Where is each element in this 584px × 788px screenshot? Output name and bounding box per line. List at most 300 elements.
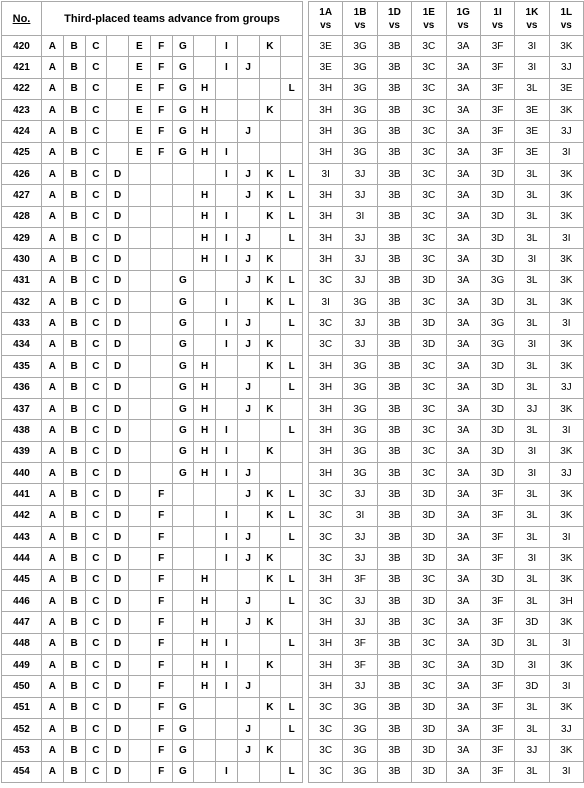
group-cell-h: H — [194, 462, 216, 483]
group-cell-i — [216, 612, 238, 633]
opponent-cell-1e: 3C — [412, 441, 446, 462]
group-cell-f — [150, 164, 172, 185]
group-cell-e — [129, 697, 151, 718]
group-cell-j — [237, 206, 259, 227]
group-cell-k — [259, 313, 281, 334]
match-header-winner: 1I — [493, 6, 502, 18]
opponent-cell-1l: 3K — [549, 292, 583, 313]
group-cell-b: B — [63, 548, 85, 569]
group-cell-j — [237, 505, 259, 526]
opponent-cell-1k: 3L — [515, 292, 549, 313]
opponent-cell-1a: 3C — [309, 505, 343, 526]
opponent-cell-1b: 3J — [343, 228, 377, 249]
table-row — [2, 334, 303, 355]
group-cell-b: B — [63, 654, 85, 675]
row-number: 438 — [2, 420, 42, 441]
group-cell-g — [172, 206, 194, 227]
group-cell-c: C — [85, 249, 107, 270]
opponent-cell-1d: 3B — [377, 462, 411, 483]
opponent-cell-1b: 3J — [343, 185, 377, 206]
opponent-cell-1k: 3L — [515, 228, 549, 249]
opponent-cell-1e: 3C — [412, 420, 446, 441]
group-cell-c: C — [85, 697, 107, 718]
group-cell-g: G — [172, 740, 194, 761]
group-cell-d: D — [107, 313, 129, 334]
opponent-cell-1e: 3D — [412, 526, 446, 547]
group-cell-d: D — [107, 484, 129, 505]
match-header-1b — [343, 2, 377, 36]
group-cell-k: K — [259, 206, 281, 227]
group-cell-e — [129, 590, 151, 611]
group-cell-h — [194, 719, 216, 740]
group-cell-d: D — [107, 334, 129, 355]
group-cell-f — [150, 398, 172, 419]
group-cell-f: F — [150, 142, 172, 163]
group-cell-f: F — [150, 740, 172, 761]
table-row — [2, 398, 303, 419]
group-cell-c: C — [85, 462, 107, 483]
group-cell-e — [129, 612, 151, 633]
row-number: 437 — [2, 398, 42, 419]
group-cell-g: G — [172, 441, 194, 462]
group-cell-j: J — [237, 548, 259, 569]
row-number: 432 — [2, 292, 42, 313]
group-cell-g — [172, 249, 194, 270]
group-cell-l: L — [281, 505, 303, 526]
opponent-cell-1e: 3C — [412, 569, 446, 590]
opponent-cell-1d: 3B — [377, 441, 411, 462]
group-cell-d: D — [107, 420, 129, 441]
opponent-cell-1e: 3D — [412, 697, 446, 718]
opponent-cell-1l: 3I — [549, 761, 583, 782]
opponent-cell-1a: 3H — [309, 569, 343, 590]
group-cell-e: E — [129, 78, 151, 99]
group-cell-i — [216, 697, 238, 718]
group-cell-g — [172, 484, 194, 505]
third-place-table-page — [1, 1, 583, 786]
group-cell-j: J — [237, 484, 259, 505]
opponent-cell-1g: 3A — [446, 697, 480, 718]
opponent-cell-1e: 3C — [412, 228, 446, 249]
opponent-cell-1a: 3H — [309, 100, 343, 121]
group-cell-d: D — [107, 356, 129, 377]
opponent-cell-1i: 3F — [480, 78, 514, 99]
group-cell-b: B — [63, 206, 85, 227]
table-row — [2, 569, 303, 590]
group-cell-d: D — [107, 548, 129, 569]
group-cell-g: G — [172, 462, 194, 483]
match-header-1k — [515, 2, 549, 36]
opponent-cell-1b: 3G — [343, 740, 377, 761]
group-cell-b: B — [63, 633, 85, 654]
opponent-cell-1k: 3L — [515, 484, 549, 505]
opponent-cell-1b: 3G — [343, 78, 377, 99]
group-cell-l — [281, 142, 303, 163]
opponent-cell-1d: 3B — [377, 398, 411, 419]
group-cell-c: C — [85, 441, 107, 462]
match-header-1e — [412, 2, 446, 36]
opponent-cell-1d: 3B — [377, 36, 411, 57]
opponent-cell-1e: 3D — [412, 548, 446, 569]
group-cell-k: K — [259, 185, 281, 206]
group-cell-l — [281, 462, 303, 483]
row-number: 433 — [2, 313, 42, 334]
table-row — [2, 206, 303, 227]
opponent-cell-1i: 3D — [480, 206, 514, 227]
opponent-cell-1a: 3C — [309, 697, 343, 718]
opponent-cell-1d: 3B — [377, 484, 411, 505]
group-cell-l: L — [281, 633, 303, 654]
group-cell-c: C — [85, 612, 107, 633]
group-cell-i — [216, 569, 238, 590]
group-cell-c: C — [85, 377, 107, 398]
opponent-cell-1d: 3B — [377, 548, 411, 569]
group-cell-k: K — [259, 441, 281, 462]
group-cell-f: F — [150, 121, 172, 142]
opponent-cell-1a: 3H — [309, 441, 343, 462]
match-header-1d — [377, 2, 411, 36]
table-row — [309, 590, 584, 611]
group-cell-k: K — [259, 484, 281, 505]
match-header-vs: vs — [423, 19, 435, 31]
group-cell-c: C — [85, 185, 107, 206]
opponent-cell-1l: 3K — [549, 206, 583, 227]
opponent-cell-1d: 3B — [377, 270, 411, 291]
group-cell-d: D — [107, 377, 129, 398]
opponent-cell-1a: 3H — [309, 206, 343, 227]
group-cell-c: C — [85, 569, 107, 590]
group-cell-k — [259, 761, 281, 782]
group-cell-e — [129, 398, 151, 419]
group-cell-l: L — [281, 484, 303, 505]
group-cell-a: A — [42, 185, 64, 206]
group-cell-b: B — [63, 761, 85, 782]
opponent-cell-1l: 3K — [549, 356, 583, 377]
group-cell-f: F — [150, 548, 172, 569]
group-cell-i: I — [216, 441, 238, 462]
group-cell-f: F — [150, 484, 172, 505]
table-row — [309, 697, 584, 718]
group-cell-l: L — [281, 78, 303, 99]
row-number: 427 — [2, 185, 42, 206]
group-cell-h — [194, 761, 216, 782]
group-cell-j — [237, 142, 259, 163]
group-cell-f — [150, 420, 172, 441]
group-cell-g — [172, 590, 194, 611]
opponent-cell-1b: 3J — [343, 270, 377, 291]
group-cell-f: F — [150, 633, 172, 654]
opponent-cell-1a: 3H — [309, 420, 343, 441]
opponent-cell-1g: 3A — [446, 590, 480, 611]
group-cell-g: G — [172, 420, 194, 441]
group-cell-a: A — [42, 313, 64, 334]
group-cell-i — [216, 356, 238, 377]
group-cell-f: F — [150, 676, 172, 697]
group-cell-f: F — [150, 526, 172, 547]
group-cell-d: D — [107, 676, 129, 697]
opponent-cell-1b: 3J — [343, 334, 377, 355]
table-row — [2, 590, 303, 611]
group-cell-k: K — [259, 548, 281, 569]
opponent-cell-1e: 3D — [412, 270, 446, 291]
table-row — [309, 292, 584, 313]
opponent-cell-1g: 3A — [446, 249, 480, 270]
group-cell-g — [172, 526, 194, 547]
group-cell-b: B — [63, 590, 85, 611]
table-row — [309, 740, 584, 761]
group-cell-h: H — [194, 441, 216, 462]
table-row — [309, 249, 584, 270]
table-row — [2, 164, 303, 185]
opponent-cell-1e: 3D — [412, 484, 446, 505]
group-cell-e — [129, 441, 151, 462]
group-cell-l — [281, 100, 303, 121]
group-cell-a: A — [42, 719, 64, 740]
opponent-cell-1e: 3D — [412, 719, 446, 740]
table-row — [309, 505, 584, 526]
group-cell-e — [129, 676, 151, 697]
group-cell-c: C — [85, 228, 107, 249]
group-cell-a: A — [42, 761, 64, 782]
group-cell-b: B — [63, 441, 85, 462]
match-header-1g — [446, 2, 480, 36]
group-cell-k: K — [259, 697, 281, 718]
opponent-cell-1k: 3L — [515, 761, 549, 782]
group-cell-a: A — [42, 398, 64, 419]
opponent-cell-1i: 3D — [480, 249, 514, 270]
group-cell-a: A — [42, 505, 64, 526]
group-cell-d: D — [107, 697, 129, 718]
opponent-cell-1e: 3C — [412, 249, 446, 270]
group-cell-i: I — [216, 142, 238, 163]
opponent-cell-1e: 3D — [412, 761, 446, 782]
opponent-cell-1i: 3D — [480, 420, 514, 441]
table-row — [2, 654, 303, 675]
group-cell-d: D — [107, 761, 129, 782]
opponent-cell-1d: 3B — [377, 292, 411, 313]
group-cell-g: G — [172, 697, 194, 718]
opponent-cell-1l: 3K — [549, 740, 583, 761]
opponent-cell-1a: 3E — [309, 36, 343, 57]
row-number: 454 — [2, 761, 42, 782]
group-cell-a: A — [42, 377, 64, 398]
group-cell-e — [129, 377, 151, 398]
table-row — [2, 78, 303, 99]
group-cell-h — [194, 164, 216, 185]
group-cell-c: C — [85, 36, 107, 57]
row-number: 422 — [2, 78, 42, 99]
opponent-cell-1d: 3B — [377, 185, 411, 206]
row-number: 436 — [2, 377, 42, 398]
group-cell-k — [259, 719, 281, 740]
opponent-cell-1b: 3G — [343, 719, 377, 740]
group-cell-d — [107, 57, 129, 78]
match-header-vs: vs — [492, 19, 504, 31]
table-row — [2, 697, 303, 718]
row-number: 441 — [2, 484, 42, 505]
group-cell-h: H — [194, 100, 216, 121]
group-cell-i: I — [216, 334, 238, 355]
row-number: 424 — [2, 121, 42, 142]
group-cell-e — [129, 270, 151, 291]
group-cell-k — [259, 78, 281, 99]
group-cell-j: J — [237, 270, 259, 291]
opponent-cell-1i: 3F — [480, 761, 514, 782]
group-cell-j: J — [237, 121, 259, 142]
opponent-cell-1d: 3B — [377, 313, 411, 334]
group-cell-g: G — [172, 292, 194, 313]
group-cell-j — [237, 697, 259, 718]
group-cell-d — [107, 121, 129, 142]
table-row — [2, 100, 303, 121]
match-header-winner: 1B — [353, 6, 367, 18]
match-header-winner: 1A — [319, 6, 333, 18]
group-cell-j: J — [237, 398, 259, 419]
opponent-cell-1g: 3A — [446, 100, 480, 121]
table-row — [309, 569, 584, 590]
opponent-cell-1g: 3A — [446, 334, 480, 355]
group-cell-j — [237, 36, 259, 57]
group-cell-j — [237, 292, 259, 313]
match-header-vs: vs — [526, 19, 538, 31]
opponent-cell-1a: 3C — [309, 761, 343, 782]
opponent-cell-1d: 3B — [377, 100, 411, 121]
group-cell-j: J — [237, 612, 259, 633]
group-cell-c: C — [85, 719, 107, 740]
group-cell-i: I — [216, 206, 238, 227]
opponent-cell-1e: 3C — [412, 164, 446, 185]
row-number: 435 — [2, 356, 42, 377]
group-cell-b: B — [63, 228, 85, 249]
group-cell-j: J — [237, 377, 259, 398]
row-number: 450 — [2, 676, 42, 697]
group-cell-l — [281, 441, 303, 462]
group-cell-b: B — [63, 356, 85, 377]
opponent-cell-1i: 3F — [480, 676, 514, 697]
opponent-cell-1i: 3F — [480, 142, 514, 163]
group-cell-c: C — [85, 334, 107, 355]
opponent-cell-1e: 3C — [412, 462, 446, 483]
table-row — [2, 292, 303, 313]
group-cell-k — [259, 633, 281, 654]
group-cell-h: H — [194, 356, 216, 377]
group-cell-e: E — [129, 57, 151, 78]
opponent-cell-1g: 3A — [446, 185, 480, 206]
group-cell-g: G — [172, 142, 194, 163]
group-cell-a: A — [42, 334, 64, 355]
opponent-cell-1g: 3A — [446, 740, 480, 761]
group-cell-f — [150, 292, 172, 313]
opponent-cell-1g: 3A — [446, 377, 480, 398]
opponent-cell-1b: 3G — [343, 462, 377, 483]
group-cell-a: A — [42, 121, 64, 142]
opponent-cell-1a: 3H — [309, 633, 343, 654]
opponent-cell-1b: 3J — [343, 313, 377, 334]
opponent-cell-1b: 3J — [343, 526, 377, 547]
group-cell-g: G — [172, 719, 194, 740]
group-cell-j — [237, 633, 259, 654]
opponent-cell-1a: 3C — [309, 590, 343, 611]
group-cell-f: F — [150, 719, 172, 740]
opponent-cell-1k: 3L — [515, 569, 549, 590]
match-header-vs: vs — [560, 19, 572, 31]
table-row — [2, 612, 303, 633]
opponent-cell-1a: 3H — [309, 676, 343, 697]
group-cell-l: L — [281, 313, 303, 334]
row-number: 442 — [2, 505, 42, 526]
group-cell-g: G — [172, 100, 194, 121]
table-row — [2, 548, 303, 569]
opponent-cell-1d: 3B — [377, 676, 411, 697]
match-header-vs: vs — [320, 19, 332, 31]
opponent-cell-1d: 3B — [377, 761, 411, 782]
table-row — [2, 441, 303, 462]
row-number: 443 — [2, 526, 42, 547]
group-cell-j: J — [237, 740, 259, 761]
opponent-cell-1a: 3C — [309, 270, 343, 291]
opponent-cell-1l: 3K — [549, 505, 583, 526]
group-cell-e: E — [129, 142, 151, 163]
group-cell-l — [281, 612, 303, 633]
table-row — [2, 270, 303, 291]
opponent-cell-1i: 3D — [480, 228, 514, 249]
group-cell-h: H — [194, 420, 216, 441]
group-cell-i — [216, 100, 238, 121]
group-cell-e — [129, 484, 151, 505]
table-row — [2, 420, 303, 441]
group-cell-a: A — [42, 441, 64, 462]
match-header-vs: vs — [457, 19, 469, 31]
table-row — [309, 377, 584, 398]
table-row — [2, 36, 303, 57]
opponent-cell-1k: 3J — [515, 398, 549, 419]
group-cell-k — [259, 377, 281, 398]
opponent-cell-1a: 3C — [309, 526, 343, 547]
group-cell-j: J — [237, 526, 259, 547]
group-cell-c: C — [85, 548, 107, 569]
opponent-cell-1k: 3D — [515, 676, 549, 697]
group-cell-i: I — [216, 462, 238, 483]
row-number: 431 — [2, 270, 42, 291]
group-cell-l: L — [281, 270, 303, 291]
group-cell-d: D — [107, 569, 129, 590]
group-cell-e — [129, 249, 151, 270]
opponent-cell-1e: 3C — [412, 185, 446, 206]
group-cell-l — [281, 121, 303, 142]
group-cell-e — [129, 164, 151, 185]
opponent-cell-1e: 3D — [412, 313, 446, 334]
group-cell-e — [129, 206, 151, 227]
group-cell-k: K — [259, 505, 281, 526]
group-cell-a: A — [42, 142, 64, 163]
group-cell-c: C — [85, 292, 107, 313]
group-cell-g — [172, 228, 194, 249]
opponent-cell-1a: 3C — [309, 740, 343, 761]
row-number: 430 — [2, 249, 42, 270]
group-cell-i — [216, 484, 238, 505]
opponent-cell-1b: 3G — [343, 420, 377, 441]
group-cell-i: I — [216, 761, 238, 782]
opponent-cell-1i: 3D — [480, 441, 514, 462]
group-cell-f: F — [150, 78, 172, 99]
group-cell-e — [129, 228, 151, 249]
group-cell-h: H — [194, 78, 216, 99]
opponent-cell-1l: 3I — [549, 526, 583, 547]
group-cell-a: A — [42, 270, 64, 291]
group-cell-g — [172, 164, 194, 185]
opponent-cell-1d: 3B — [377, 164, 411, 185]
opponent-cell-1l: 3I — [549, 228, 583, 249]
